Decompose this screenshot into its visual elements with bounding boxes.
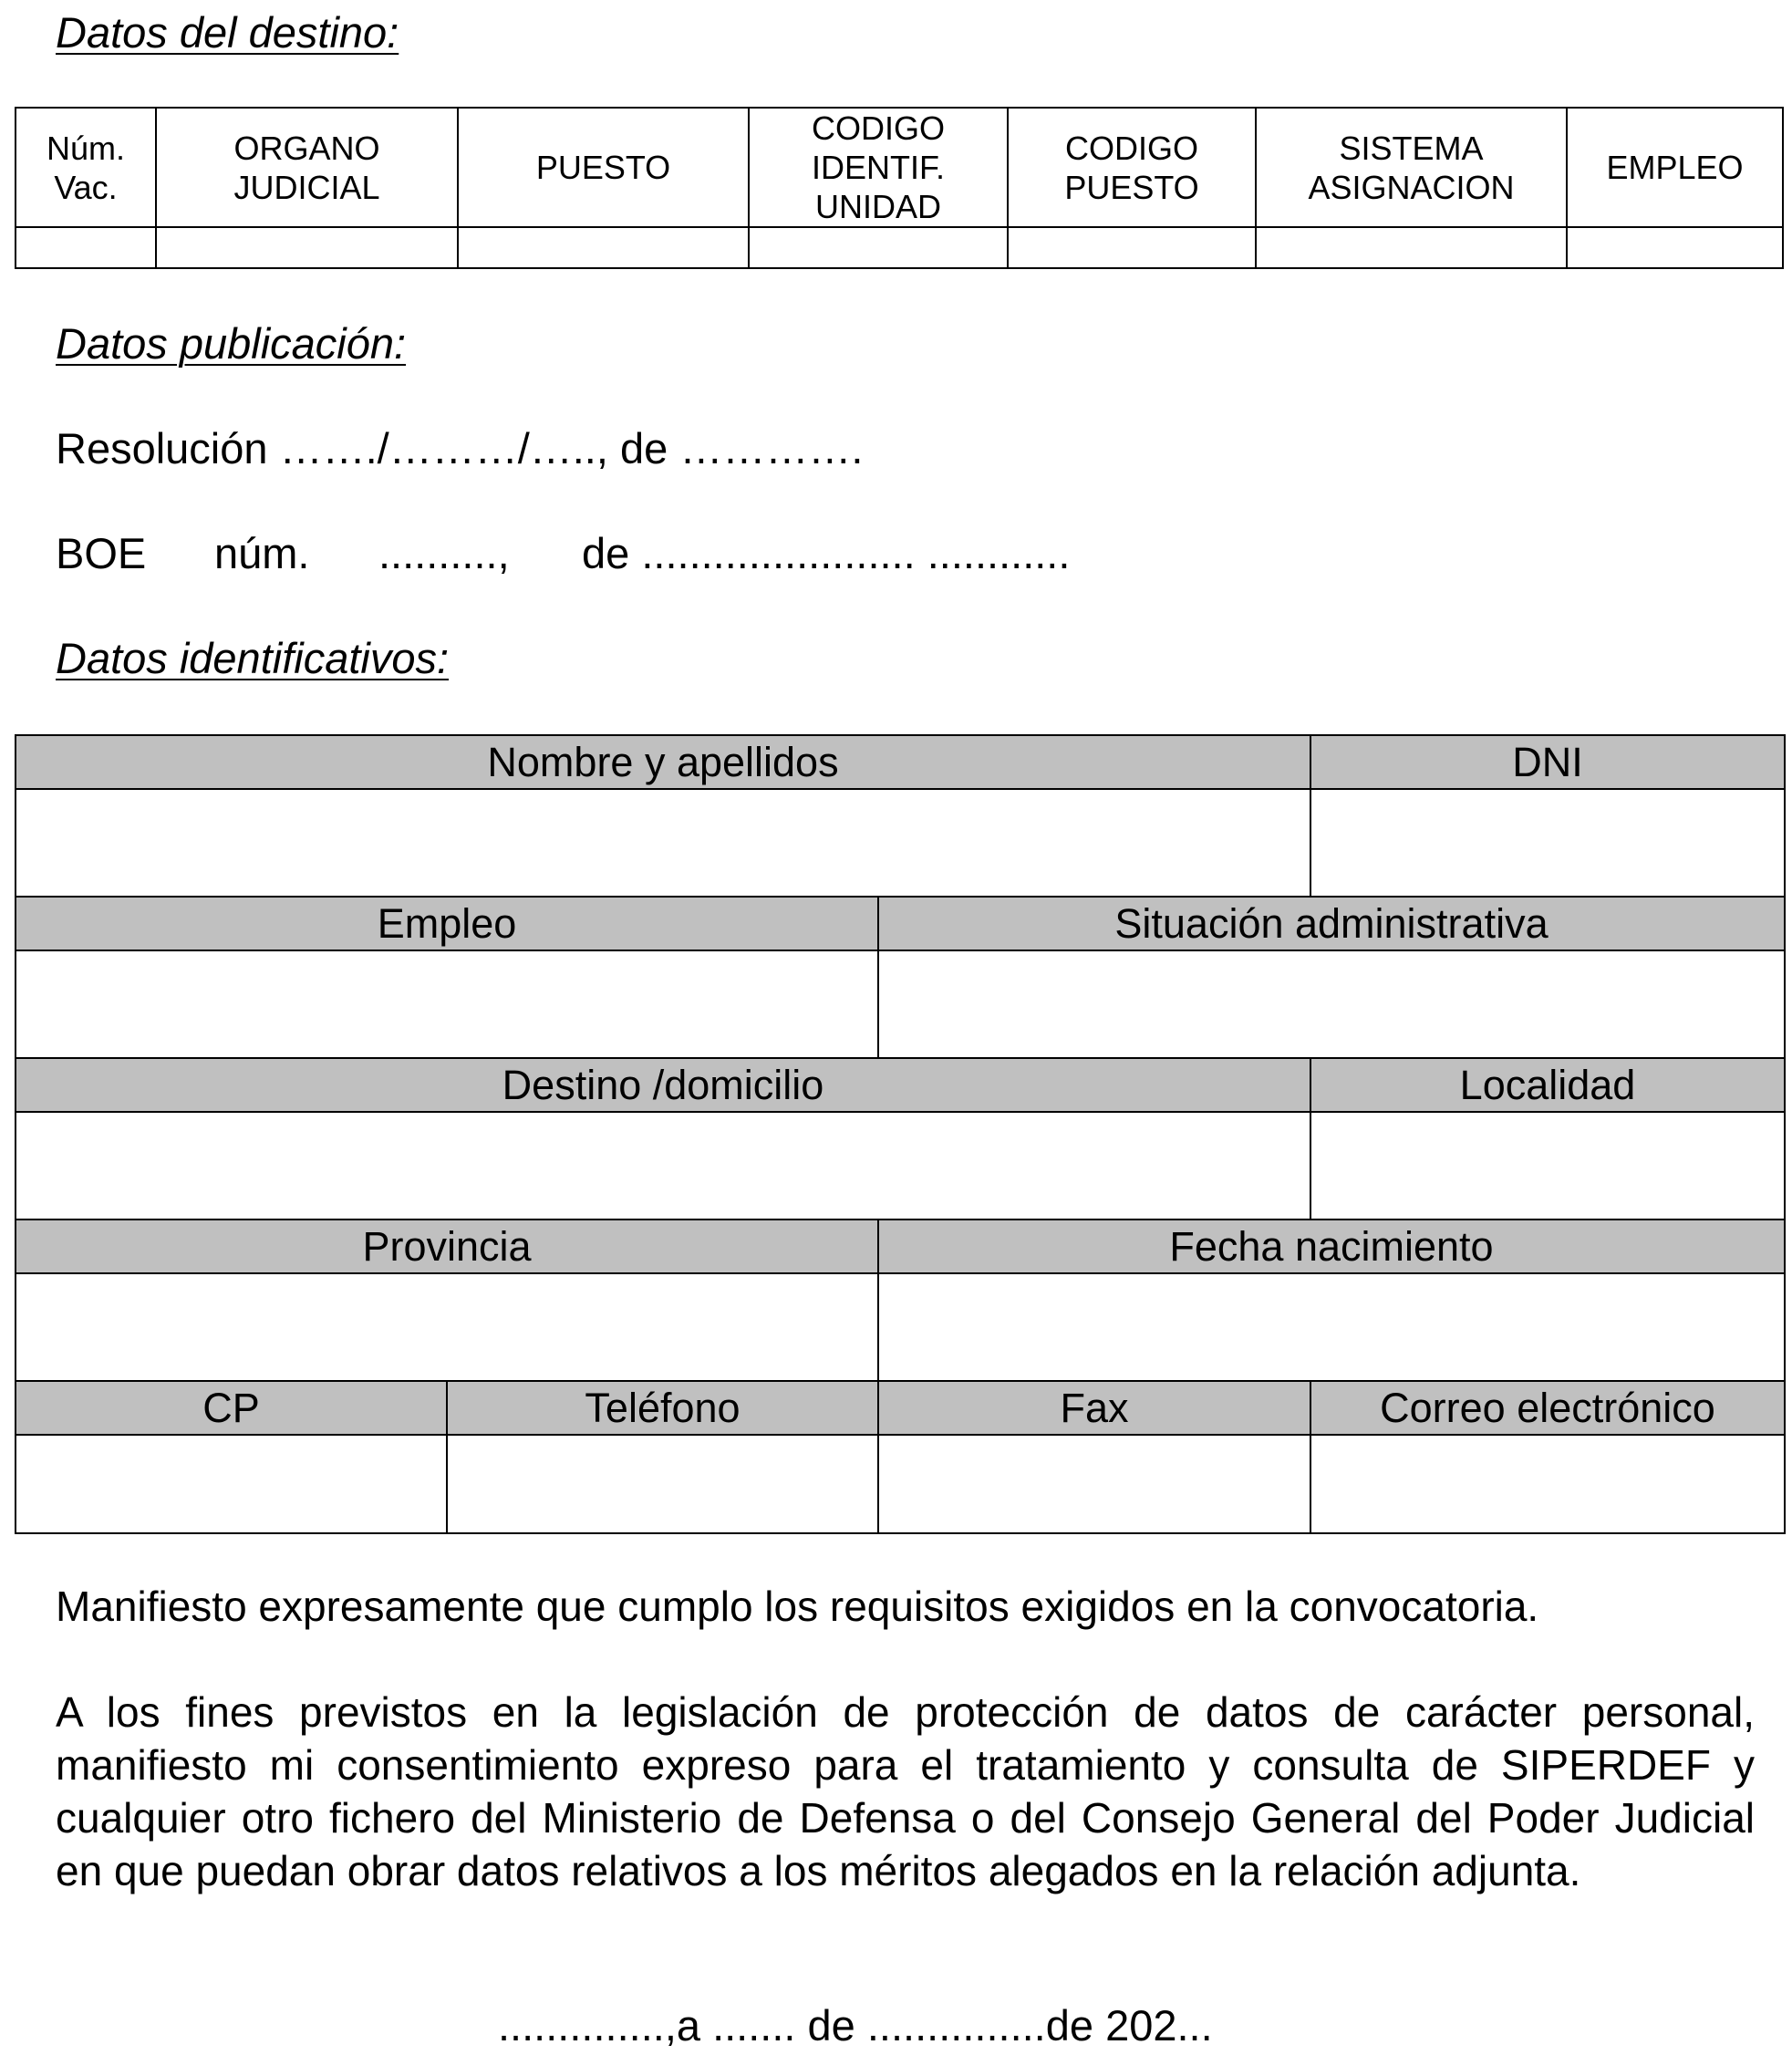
input-puesto[interactable]	[458, 227, 749, 268]
label-destino-domicilio: Destino /domicilio	[16, 1058, 1310, 1112]
field-provincia[interactable]	[16, 1273, 878, 1381]
label-correo-electronico: Correo electrónico	[1310, 1381, 1785, 1435]
input-codigo-puesto[interactable]	[1008, 227, 1256, 268]
label-situacion-administrativa: Situación administrativa	[878, 897, 1785, 950]
field-destino-domicilio[interactable]	[16, 1112, 1310, 1220]
label-nombre-apellidos: Nombre y apellidos	[16, 735, 1310, 789]
header-puesto: PUESTO	[458, 108, 749, 227]
field-telefono[interactable]	[447, 1435, 878, 1533]
section-title-publicacion: Datos publicación:	[56, 319, 407, 368]
input-empleo[interactable]	[1567, 227, 1783, 268]
label-dni: DNI	[1310, 735, 1785, 789]
destino-input-row	[16, 227, 1783, 268]
input-num-vac[interactable]	[16, 227, 156, 268]
declaracion-text: Manifiesto expresamente que cumplo los requisitos exigidos en la convocatoria.	[56, 1583, 1539, 1630]
field-fax[interactable]	[878, 1435, 1310, 1533]
boe-date-dots: de ....................... ............	[582, 529, 1071, 577]
destino-table	[15, 107, 1784, 269]
boe-num-label: núm.	[214, 529, 310, 577]
header-empleo: EMPLEO	[1567, 108, 1783, 227]
header-codigo-puesto: CODIGO PUESTO	[1008, 108, 1256, 227]
boe-label: BOE	[56, 529, 147, 577]
label-cp: CP	[16, 1381, 447, 1435]
section-title-destino: Datos del destino:	[56, 8, 399, 57]
label-telefono: Teléfono	[447, 1381, 878, 1435]
header-codigo-identif-unidad: CODIGO IDENTIF. UNIDAD	[749, 108, 1008, 227]
field-correo-electronico[interactable]	[1310, 1435, 1785, 1533]
label-empleo: Empleo	[16, 897, 878, 950]
input-sistema-asignacion[interactable]	[1256, 227, 1567, 268]
header-organo-judicial: ORGANO JUDICIAL	[156, 108, 458, 227]
label-provincia: Provincia	[16, 1220, 878, 1273]
resolucion-line: Resolución ……./………/….., de ………….	[56, 424, 864, 472]
field-nombre-apellidos[interactable]	[16, 789, 1310, 897]
input-organo-judicial[interactable]	[156, 227, 458, 268]
header-sistema-asignacion: SISTEMA ASIGNACION	[1256, 108, 1567, 227]
field-localidad[interactable]	[1310, 1112, 1785, 1220]
field-situacion-administrativa[interactable]	[878, 950, 1785, 1058]
fecha-firma-line: ..............,a ....... de ...............de 202...	[498, 2001, 1213, 2050]
field-fecha-nacimiento[interactable]	[878, 1273, 1785, 1381]
label-localidad: Localidad	[1310, 1058, 1785, 1112]
section-title-identificativos: Datos identificativos:	[56, 634, 450, 682]
consentimiento-text: A los fines previstos en la legislación de protección de datos de carácter personal, manifiesto mi consentimiento expreso para el tratamiento y consulta de SIPERDEF y cualquier otro fichero del Ministerio de Defensa o del Consejo General del Poder Judicial en que puedan obrar datos relativos a los méritos alegados en la relación adjunta.	[56, 1688, 1755, 1894]
label-fax: Fax	[878, 1381, 1310, 1435]
field-dni[interactable]	[1310, 789, 1785, 897]
input-codigo-identif-unidad[interactable]	[749, 227, 1008, 268]
field-cp[interactable]	[16, 1435, 447, 1533]
identificativos-table	[15, 734, 1786, 1534]
destino-header-row	[16, 108, 1783, 227]
label-fecha-nacimiento: Fecha nacimiento	[878, 1220, 1785, 1273]
header-num-vac: Núm. Vac.	[16, 108, 156, 227]
boe-num-dots: ..........,	[378, 529, 510, 577]
field-empleo[interactable]	[16, 950, 878, 1058]
